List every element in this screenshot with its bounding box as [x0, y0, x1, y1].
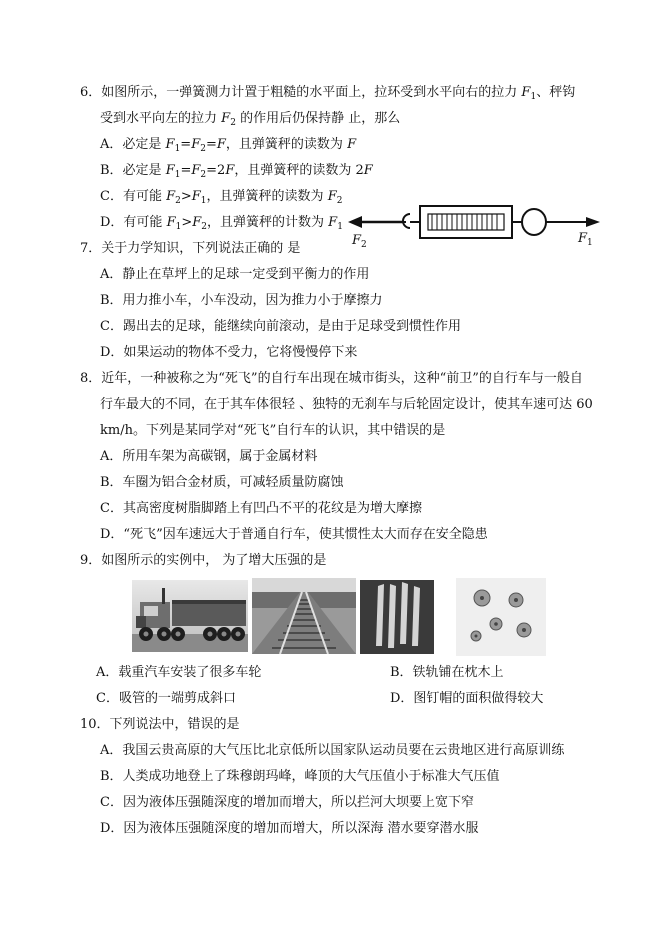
q6-d-f-end: F: [328, 215, 338, 230]
q8-option-c: C．其高密度树脂脚踏上有凹凸不平的花纹是为增大摩擦: [100, 501, 422, 516]
q9-option-b: B．铁轨铺在枕木上: [390, 665, 504, 680]
q6-a-f1: F: [165, 137, 175, 152]
f2-subscript: 2: [230, 118, 236, 128]
q6-d-f1: F: [166, 215, 176, 230]
q6-a-f: F: [216, 137, 226, 152]
q6-b-f-end: F: [363, 163, 373, 178]
fig-f1-sub: 1: [587, 238, 593, 248]
q6-c-sub-end: 2: [336, 196, 343, 206]
q7-option-b: B．用力推小车，小车没动，因为推力小于摩擦力: [100, 293, 383, 308]
pull-ring-icon: [522, 209, 546, 235]
q6-b-post: ，且弹簧秤的读数为 2: [234, 163, 364, 178]
q6-option-b: B．必定是 $F_1=F_2=2F$，且弹簧秤的读数为 2F: [100, 163, 373, 180]
q6-option-a: A．必定是 $F_1=F_2=F$，且弹簧秤的读数为 F: [100, 137, 357, 154]
q10-option-c: C．因为液体压强随深度的增加而增大，所以拦河大坝要上宽下窄: [100, 795, 474, 810]
fig-label-f2: [352, 232, 367, 250]
straws-photo: [360, 580, 434, 654]
q6-b-sub1: 1: [174, 170, 181, 180]
q7-stem: 7．关于力学知识，下列说法正确的 是: [80, 241, 301, 256]
fig-label-f1: [578, 230, 593, 248]
q8-stem-line2: 行车最大的不同，在于其车体很轻 、独特的无刹车与后轮固定设计，使其车速可达 60: [100, 397, 593, 412]
q6-stem-line1: [80, 84, 575, 102]
q6-option-d: D．有可能 $F_1>F_2$，且弹簧秤的计数为 $F_1$: [100, 215, 343, 232]
q8-stem-line1: 8．近年，一种被称之为“死飞”的自行车出现在城市街头，这种“前卫”的自行车与一般自: [80, 371, 583, 386]
q9-option-a: A．载重汽车安装了很多车轮: [96, 665, 262, 680]
q6-a-pre: A．必定是: [100, 137, 162, 152]
q6-b-pre: B．必定是: [100, 163, 162, 178]
q6-d-f2: F: [192, 215, 202, 230]
q8-stem-line3: km/h。下列是某同学对“死飞”自行车的认识，其中错误的是: [100, 423, 446, 438]
q6-stem-line2: [100, 110, 400, 128]
right-arrow-head-icon: [586, 217, 600, 227]
q8-option-d: D．“死飞”因车速远大于普通自行车，使其惯性太大而存在安全隐患: [100, 527, 488, 542]
q6-d-post: ，且弹簧秤的计数为: [207, 215, 325, 230]
q6-b-f: F: [225, 163, 235, 178]
q6-c-f1: F: [191, 189, 201, 204]
q6-b-sub2: 2: [200, 170, 207, 180]
q10-option-b: B．人类成功地登上了珠穆朗玛峰，峰顶的大气压值小于标准大气压值: [100, 769, 500, 784]
q6-d-sub1: 1: [175, 222, 182, 232]
f1-symbol: F: [521, 85, 531, 100]
q8-option-a: A．所用车架为高碳钢，属于金属材料: [100, 449, 318, 464]
q7-option-c: C．踢出去的足球，能继续向前滚动，是由于足球受到惯性作用: [100, 319, 461, 334]
q10-stem: 10．下列说法中，错误的是: [80, 717, 240, 732]
scale-slot: [428, 214, 504, 230]
q7-option-d: D．如果运动的物体不受力，它将慢慢停下来: [100, 345, 358, 360]
railway-photo: [252, 578, 356, 654]
fig-f2-letter: F: [352, 233, 362, 248]
q6-c-f2: F: [166, 189, 176, 204]
q6-a-f2: F: [191, 137, 201, 152]
q6-stem-text1: 6．如图所示，一弹簧测力计置于粗糙的水平面上，拉环受到水平向右的拉力: [80, 85, 518, 100]
f2-symbol: F: [221, 111, 231, 126]
spring-scale-figure: [348, 192, 602, 250]
q6-stem-text2a: 受到水平向左的拉力: [100, 111, 218, 126]
thumbtacks-photo: [456, 578, 546, 656]
q6-c-f-end: F: [327, 189, 337, 204]
q6-a-sub1: 1: [174, 144, 181, 154]
q6-a-f-end: F: [347, 137, 357, 152]
q10-option-a: A．我国云贵高原的大气压比北京低所以国家队运动员要在云贵地区进行高原训练: [100, 743, 565, 758]
q6-c-sub2: 2: [175, 196, 181, 206]
q6-option-c: C．有可能 $F_2>F_1$，且弹簧秤的读数为 $F_2$: [100, 189, 343, 206]
q9-option-d: D．图钉帽的面积做得较大: [390, 691, 544, 706]
q6-c-post: ，且弹簧秤的读数为: [206, 189, 324, 204]
q6-d-pre: D．有可能: [100, 215, 163, 230]
q9-option-c: C．吸管的一端剪成斜口: [96, 691, 236, 706]
f1-subscript: 1: [530, 92, 537, 102]
q6-d-sub2: 2: [201, 222, 208, 232]
q6-a-sub2: 2: [200, 144, 206, 154]
q6-b-f2: F: [191, 163, 201, 178]
q7-option-a: A．静止在草坪上的足球一定受到平衡力的作用: [100, 267, 370, 282]
q8-option-b: B．车圈为铝合金材质，可减轻质量防腐蚀: [100, 475, 344, 490]
q6-a-post: ，且弹簧秤的读数为: [225, 137, 343, 152]
q6-b-f1: F: [165, 163, 175, 178]
q6-stem-tail: 、秤钩: [536, 85, 576, 100]
q6-c-pre: C．有可能: [100, 189, 162, 204]
q6-stem-text2b: 的作用后仍保持静 止，那么: [240, 111, 401, 126]
fig-f2-sub: 2: [361, 240, 367, 250]
truck-photo: [132, 580, 248, 652]
q10-option-d: D．因为液体压强随深度的增加而增大，所以深海 潜水要穿潜水服: [100, 821, 479, 836]
fig-f1-letter: F: [578, 231, 588, 246]
q6-d-sub-end: 1: [337, 222, 343, 232]
q9-stem: 9．如图所示的实例中， 为了增大压强的是: [80, 553, 327, 568]
hook-icon: [403, 214, 410, 228]
left-arrow-head-icon: [348, 216, 362, 228]
q6-c-sub1: 1: [200, 196, 207, 206]
